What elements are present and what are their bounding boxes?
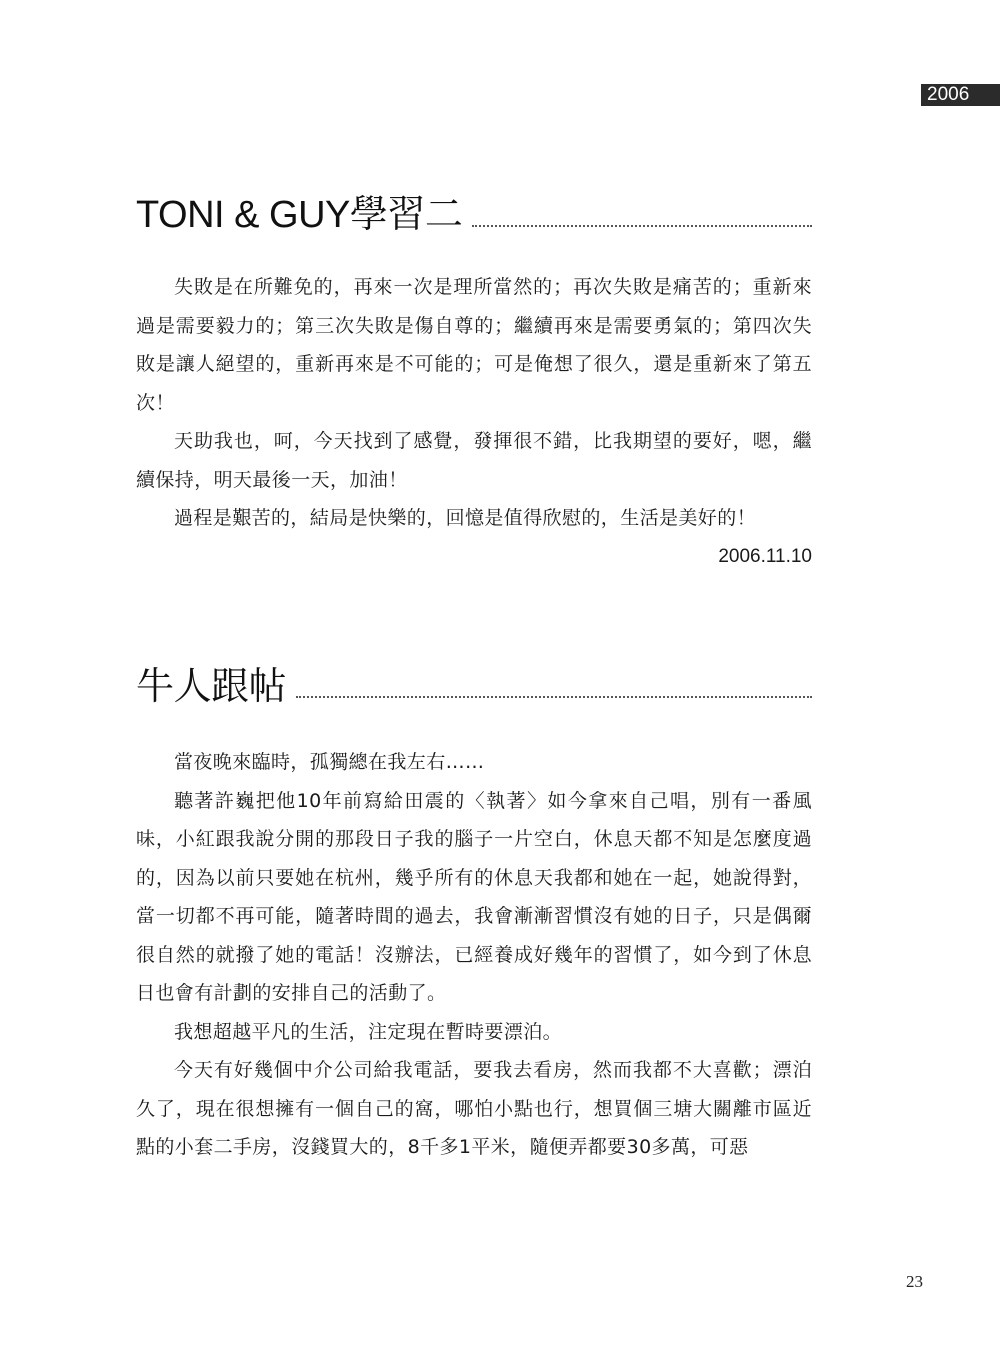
section-title: 牛人跟帖 (136, 664, 287, 708)
section-toni-guy (136, 190, 812, 576)
section-title: TONI & GUY學習二 (136, 194, 463, 236)
section-niu-ren (136, 661, 812, 1167)
entry-date: 2006.11.10 (718, 545, 812, 567)
paragraph: 今天有好幾個中介公司給我電話，要我去看房，然而我都不大喜歡；漂泊久了，現在很想擁有一個自己的窩，哪怕小點也行，想買個三塘大關離市區近點的小套二手房，沒錢買大的，8千多1平米，隨便弄都要30多萬，可惡 (136, 1059, 812, 1158)
paragraph: 過程是艱苦的，結局是快樂的，回憶是值得欣慰的，生活是美好的！ (174, 507, 757, 529)
paragraph: 聽著許巍把他10年前寫給田震的〈執著〉如今拿來自己唱，別有一番風味，小紅跟我說分開的那段日子我的腦子一片空白，休息天都不知是怎麼度過的，因為以前只要她在杭州，幾乎所有的休息天我都和她在一起，她說得對，當一切都不再可能，隨著時間的過去，我會漸漸習慣沒有她的日子，只是偶爾很自然的就撥了她的電話！沒辦法，已經養成好幾年的習慣了，如今到了休息日也會有計劃的安排自己的活動了。 (136, 789, 812, 1004)
section-heading-row (136, 190, 812, 238)
page-number: 23 (906, 1272, 923, 1291)
dotted-leader (472, 225, 812, 227)
paragraph: 天助我也，呵，今天找到了感覺，發揮很不錯，比我期望的要好，嗯，繼續保持，明天最後一天，加油！ (136, 430, 812, 491)
year-tab: 2006 (921, 84, 1000, 106)
section-heading-row (136, 661, 812, 709)
paragraph: 我想超越平凡的生活，注定現在暫時要漂泊。 (174, 1020, 563, 1043)
paragraph: 當夜晚來臨時，孤獨總在我左右…… (174, 751, 485, 773)
paragraph: 失敗是在所難免的，再來一次是理所當然的；再次失敗是痛苦的；重新來過是需要毅力的；第三次失敗是傷自尊的；繼續再來是需要勇氣的；第四次失敗是讓人絕望的，重新再來是不可能的；可是俺想了很久，還是重新來了第五次！ (136, 276, 812, 414)
dotted-leader (296, 696, 812, 698)
